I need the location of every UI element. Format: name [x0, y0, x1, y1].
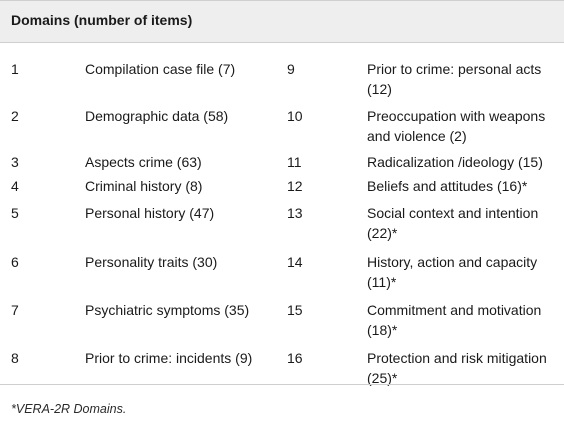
domain-name: Preoccupation with weapons — [367, 108, 546, 124]
domain-name: Prior to crime: incidents (9) — [85, 350, 253, 366]
domain-name-continued: (11)* — [367, 274, 397, 290]
row-number: 5 — [11, 205, 19, 221]
row-number: 4 — [11, 178, 19, 194]
row-number: 11 — [287, 154, 302, 170]
domain-name: Prior to crime: personal acts — [367, 61, 542, 77]
row-number: 7 — [11, 302, 19, 318]
row-number: 2 — [11, 108, 19, 124]
row-number: 8 — [11, 350, 19, 366]
row-number: 16 — [287, 350, 303, 366]
row-number: 14 — [287, 254, 303, 270]
domain-name: Personality traits (30) — [85, 254, 218, 270]
domain-name: Personal history (47) — [85, 205, 215, 221]
table-bottom-rule — [0, 384, 564, 385]
domain-name: Demographic data (58) — [85, 108, 229, 124]
domain-name: Criminal history (8) — [85, 178, 203, 194]
domain-name: Radicalization /ideology (15) — [367, 154, 543, 170]
row-number: 10 — [287, 108, 303, 124]
row-number: 1 — [11, 61, 19, 77]
table-footnote: *VERA-2R Domains. — [11, 402, 127, 416]
row-number: 9 — [287, 61, 295, 77]
row-number: 12 — [287, 178, 303, 194]
domain-name: Beliefs and attitudes (16)* — [367, 178, 528, 194]
table-header — [0, 0, 564, 43]
domain-name: Compilation case file (7) — [85, 61, 236, 77]
domain-name: Commitment and motivation — [367, 302, 542, 318]
domain-name: Psychiatric symptoms (35) — [85, 302, 250, 318]
domain-name-continued: (18)* — [367, 322, 398, 338]
domain-name: Aspects crime (63) — [85, 154, 202, 170]
domain-name-continued: (22)* — [367, 225, 398, 241]
domain-name-continued: (25)* — [367, 370, 398, 386]
domain-name-continued: (12) — [367, 81, 392, 97]
row-number: 6 — [11, 254, 19, 270]
header-title: Domains (number of items) — [11, 12, 193, 28]
row-number: 3 — [11, 154, 19, 170]
row-number: 15 — [287, 302, 303, 318]
domain-name: Protection and risk mitigation — [367, 350, 547, 366]
domain-name-continued: and violence (2) — [367, 128, 467, 144]
domain-name: History, action and capacity — [367, 254, 538, 270]
row-number: 13 — [287, 205, 303, 221]
domain-name: Social context and intention — [367, 205, 539, 221]
